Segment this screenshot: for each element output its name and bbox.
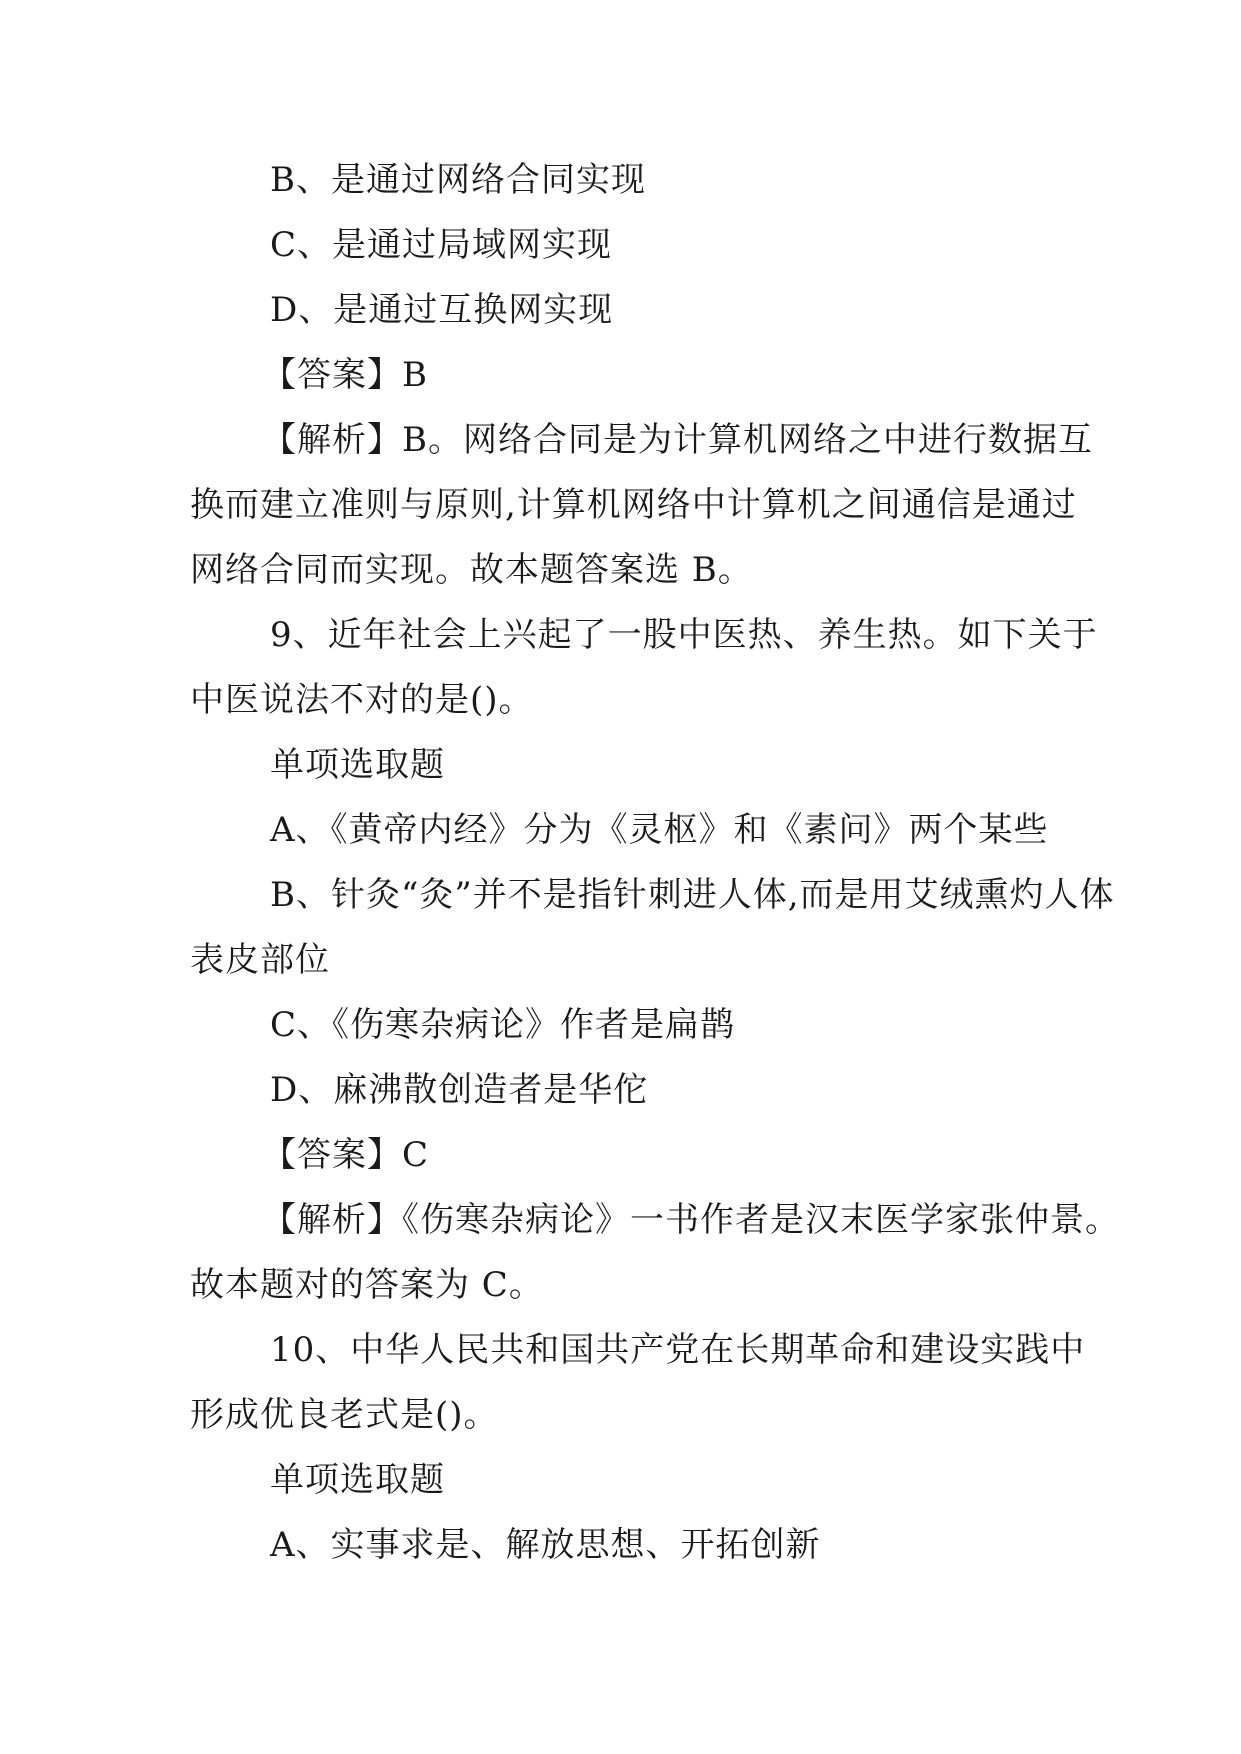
- q8-option-d: D、是通过互换网实现: [270, 290, 614, 330]
- q10-question-line-1: 10、中华人民共和国共产党在长期革命和建设实践中: [270, 1330, 1086, 1370]
- q8-analysis-line-3: 网络合同而实现。故本题答案选 B。: [190, 550, 753, 590]
- q9-analysis-line-2: 故本题对的答案为 C。: [190, 1265, 544, 1305]
- q9-analysis-line-1: 【解析】《伤寒杂病论》一书作者是汉末医学家张仲景。: [262, 1200, 1120, 1240]
- q9-option-b-line-2: 表皮部位: [190, 940, 330, 980]
- q10-question-type: 单项选取题: [270, 1460, 445, 1500]
- q9-option-d: D、麻沸散创造者是华佗: [270, 1070, 649, 1110]
- q9-question-line-2: 中医说法不对的是()。: [190, 680, 534, 720]
- q10-question-line-2: 形成优良老式是()。: [190, 1395, 499, 1435]
- q9-question-type: 单项选取题: [270, 745, 445, 785]
- q9-question-line-1: 9、近年社会上兴起了一股中医热、养生热。如下关于: [270, 615, 1098, 655]
- q8-analysis-line-1: 【解析】B。网络合同是为计算机网络之中进行数据互: [262, 420, 1093, 460]
- q9-option-c: C、《伤寒杂病论》作者是扁鹊: [270, 1005, 736, 1045]
- q9-option-b-line-1: B、针灸“灸”并不是指针刺进人体,而是用艾绒熏灼人体: [270, 875, 1115, 915]
- q8-option-b: B、是通过网络合同实现: [270, 160, 646, 200]
- q8-answer: 【答案】B: [262, 355, 428, 395]
- q8-option-c: C、是通过局域网实现: [270, 225, 613, 265]
- q10-option-a: A、实事求是、解放思想、开拓创新: [270, 1525, 821, 1565]
- q8-analysis-line-2: 换而建立准则与原则,计算机网络中计算机之间通信是通过: [190, 485, 1077, 525]
- q9-option-a: A、《黄帝内经》分为《灵枢》和《素问》两个某些: [270, 810, 1049, 850]
- q9-answer: 【答案】C: [262, 1135, 430, 1175]
